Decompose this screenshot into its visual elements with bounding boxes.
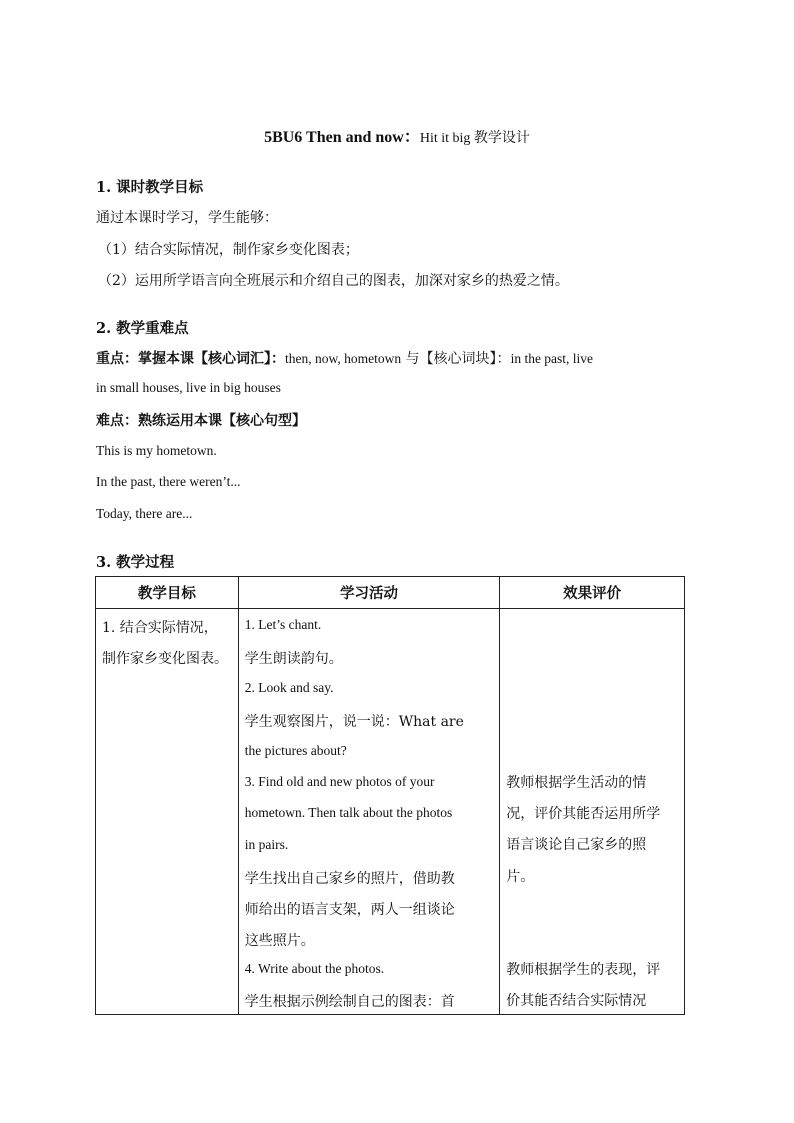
header-activity: 学习活动 [238,577,500,609]
activity-line: 1. Let’s chant. [244,617,322,632]
difficulty-line [96,410,696,430]
activity-line: 学生找出自己家乡的照片，借助教 [244,871,455,887]
key-words: then, now, hometown [285,351,402,366]
objective-item: （1）结合实际情况，制作家乡变化图表； [98,242,359,258]
key-and: 与【核心词块】： [401,351,511,367]
key-label: 重点： [96,351,138,367]
teaching-process-table [95,576,685,1015]
key-points-line [96,348,696,368]
core-sentence: In the past, there weren’t... [96,474,241,489]
evaluation-line: 教师根据学生活动的情 [506,775,647,791]
activity-cell [238,609,500,1015]
difficulty-text: 熟练运用本课【核心句型】 [138,413,306,429]
key-chunks: in the past, live [510,351,594,366]
activity-line: 学生观察图片，说一说：What are [244,714,464,730]
activity-line: 4. Write about the photos. [244,961,385,976]
difficulty-label: 难点： [96,413,138,429]
evaluation-line: 片。 [506,869,535,885]
key-points-line-2: in small houses, live in big houses [96,380,281,395]
section-3-heading: 3. 教学过程 [96,554,175,571]
evaluation-line: 教师根据学生的表现，评 [506,962,661,978]
activity-line: in pairs. [244,837,289,852]
activity-line: hometown. Then talk about the photos [244,805,453,820]
title-sub: Hit it big 教学设计 [419,131,530,146]
section-2-heading: 2. 教学重难点 [96,320,189,337]
header-evaluation: 效果评价 [500,577,685,609]
activity-line: 这些照片。 [244,933,315,949]
document-title [0,124,794,147]
core-sentence: This is my hometown. [96,443,217,458]
evaluation-line: 价其能否结合实际情况 [506,993,647,1009]
core-sentence: Today, there are... [96,506,193,521]
title-main: 5BU6 Then and now： [264,129,420,146]
activity-line: 学生朗读韵句。 [244,651,343,667]
evaluation-line: 语言谈论自己家乡的照 [506,837,647,853]
goal-line: 制作家乡变化图表。 [102,651,228,667]
objective-item: （2）运用所学语言向全班展示和介绍自己的图表，加深对家乡的热爱之情。 [98,273,569,289]
activity-line: 3. Find old and new photos of your [244,774,435,789]
section-1-heading: 1. 课时教学目标 [96,179,204,196]
header-goal: 教学目标 [96,577,239,609]
goal-line: 1. 结合实际情况， [102,620,218,636]
table-row [96,609,685,1015]
table-header-row [96,577,685,609]
evaluation-line: 况，评价其能否运用所学 [506,806,661,822]
activity-line: 2. Look and say. [244,680,334,695]
evaluation-cell [500,609,685,1015]
activity-line: 师给出的语言支架，两人一组谈论 [244,902,455,918]
activity-line: 学生根据示例绘制自己的图表：首 [244,994,455,1010]
activity-line: the pictures about? [244,743,347,758]
goal-cell [96,609,239,1015]
key-text: 掌握本课【核心词汇】： [138,351,285,367]
section-1-intro: 通过本课时学习，学生能够： [96,210,278,226]
